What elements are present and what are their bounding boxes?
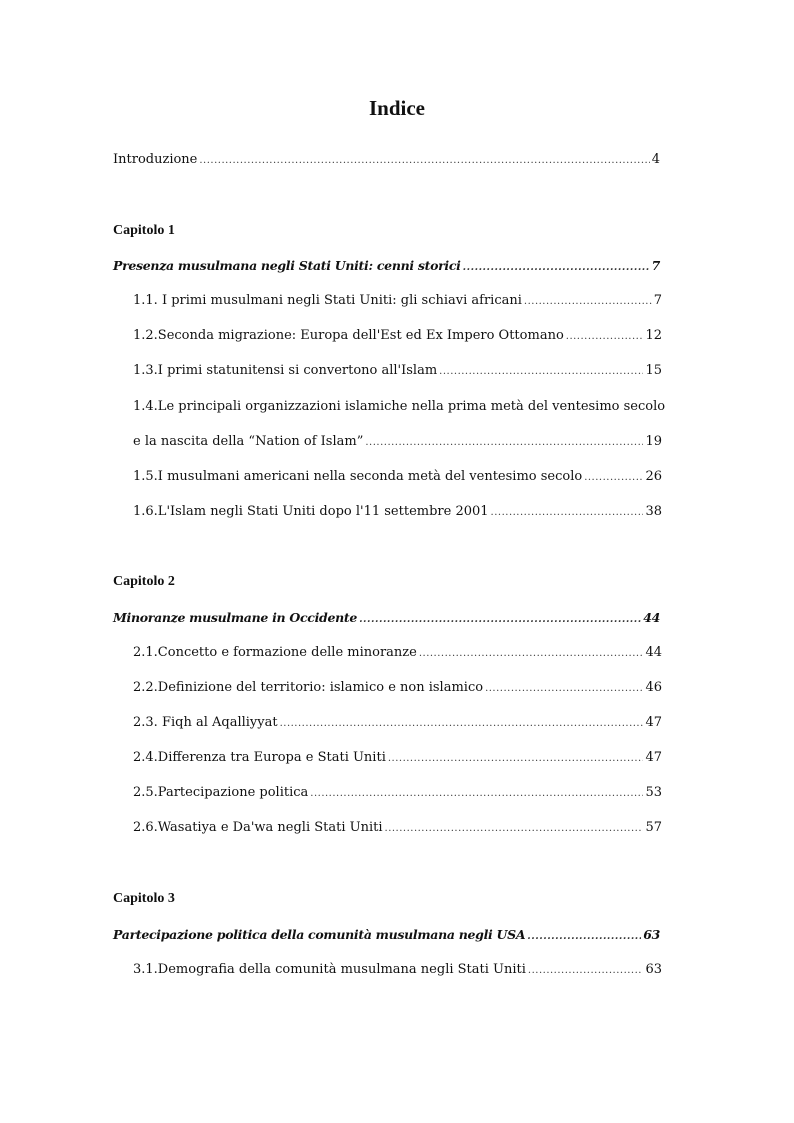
leader-dots bbox=[566, 328, 644, 346]
toc-entry-3-1[interactable] bbox=[133, 961, 662, 980]
toc-entry-label: 2.3. Fiqh al Aqalliyyat bbox=[133, 715, 278, 730]
toc-entry-label: Minoranze musulmane in Occidente bbox=[113, 610, 358, 625]
toc-entry-page: 19 bbox=[645, 434, 662, 449]
toc-entry-label: Introduzione bbox=[113, 152, 198, 167]
toc-entry-page: 47 bbox=[645, 750, 662, 765]
toc-entry-label: 2.5.Partecipazione politica bbox=[133, 785, 309, 800]
toc-entry-page: 15 bbox=[645, 363, 662, 378]
toc-entry-label: 1.5.I musulmani americani nella seconda metà del ventesimo secolo bbox=[133, 469, 583, 484]
toc-entry-introduzione[interactable] bbox=[113, 151, 660, 170]
leader-dots bbox=[485, 680, 643, 698]
toc-entry-1-6[interactable] bbox=[133, 503, 662, 522]
toc-entry-page: 7 bbox=[653, 293, 662, 308]
toc-entry-page: 4 bbox=[651, 152, 660, 167]
toc-entry-label: 1.6.L'Islam negli Stati Uniti dopo l'11 settembre 2001 bbox=[133, 504, 489, 519]
toc-entry-label: 1.2.Seconda migrazione: Europa dell'Est ed Ex Impero Ottomano bbox=[133, 328, 564, 343]
toc-entry-2-6[interactable] bbox=[133, 819, 662, 838]
leader-dots bbox=[439, 363, 643, 381]
toc-entry-label: 2.2.Definizione del territorio: islamico e non islamico bbox=[133, 680, 484, 695]
toc-entry-2-4[interactable] bbox=[133, 749, 662, 768]
leader-dots bbox=[199, 152, 649, 170]
toc-entry-label: Partecipazione politica della comunità musulmana negli USA bbox=[113, 927, 526, 942]
leader-dots bbox=[463, 259, 650, 277]
toc-entry-page: 47 bbox=[645, 715, 662, 730]
leader-dots bbox=[524, 293, 652, 311]
leader-dots bbox=[419, 645, 644, 663]
page-title: Indice bbox=[368, 96, 425, 120]
toc-entry-2-3[interactable] bbox=[133, 714, 662, 733]
toc-entry-1-1[interactable] bbox=[133, 292, 662, 311]
toc-entry-label: e la nascita della “Nation of Islam” bbox=[133, 434, 364, 449]
toc-entry-page: 63 bbox=[643, 927, 660, 942]
toc-entry-page: 38 bbox=[645, 504, 662, 519]
toc-entry-1-3[interactable] bbox=[133, 362, 662, 381]
leader-dots bbox=[359, 611, 641, 629]
leader-dots bbox=[385, 820, 644, 838]
toc-section-2[interactable] bbox=[113, 609, 660, 629]
toc-entry-1-2[interactable] bbox=[133, 327, 662, 346]
toc-entry-1-5[interactable] bbox=[133, 468, 662, 487]
toc-entry-page: 57 bbox=[645, 820, 662, 835]
toc-entry-1-4-line1[interactable]: 1.4.Le principali organizzazioni islamiche nella prima metà del ventesimo secolo bbox=[133, 399, 666, 414]
chapter-heading-3: Capitolo 3 bbox=[113, 891, 175, 906]
chapter-heading-1: Capitolo 1 bbox=[113, 223, 175, 238]
leader-dots bbox=[365, 434, 643, 452]
leader-dots bbox=[527, 928, 641, 946]
leader-dots bbox=[584, 469, 643, 487]
leader-dots bbox=[310, 785, 643, 803]
toc-entry-page: 7 bbox=[651, 258, 660, 273]
toc-section-3[interactable] bbox=[113, 926, 660, 946]
toc-entry-label: 2.6.Wasatiya e Da'wa negli Stati Uniti bbox=[133, 820, 383, 835]
toc-entry-label: 1.3.I primi statunitensi si convertono all'Islam bbox=[133, 363, 438, 378]
toc-entry-page: 46 bbox=[645, 680, 662, 695]
toc-entry-2-2[interactable] bbox=[133, 679, 662, 698]
toc-entry-page: 53 bbox=[645, 785, 662, 800]
toc-entry-label: 1.1. I primi musulmani negli Stati Uniti: gli schiavi africani bbox=[133, 293, 522, 308]
toc-entry-page: 44 bbox=[643, 610, 660, 625]
toc-section-1[interactable] bbox=[113, 257, 660, 277]
toc-entry-page: 63 bbox=[645, 962, 662, 977]
toc-entry-page: 26 bbox=[645, 469, 662, 484]
chapter-heading-2: Capitolo 2 bbox=[113, 574, 175, 589]
toc-entry-2-5[interactable] bbox=[133, 784, 662, 803]
toc-entry-label: 2.4.Differenza tra Europa e Stati Uniti bbox=[133, 750, 386, 765]
leader-dots bbox=[280, 715, 644, 733]
toc-entry-2-1[interactable] bbox=[133, 644, 662, 663]
leader-dots bbox=[491, 504, 644, 522]
toc-entry-label: 3.1.Demografia della comunità musulmana negli Stati Uniti bbox=[133, 962, 526, 977]
toc-entry-1-4[interactable] bbox=[133, 433, 662, 452]
toc-entry-label: 2.1.Concetto e formazione delle minoranze bbox=[133, 645, 417, 660]
leader-dots bbox=[528, 962, 644, 980]
toc-entry-label: Presenza musulmana negli Stati Uniti: cenni storici bbox=[113, 258, 461, 273]
leader-dots bbox=[388, 750, 644, 768]
toc-entry-page: 12 bbox=[645, 328, 662, 343]
toc-entry-page: 44 bbox=[645, 645, 662, 660]
